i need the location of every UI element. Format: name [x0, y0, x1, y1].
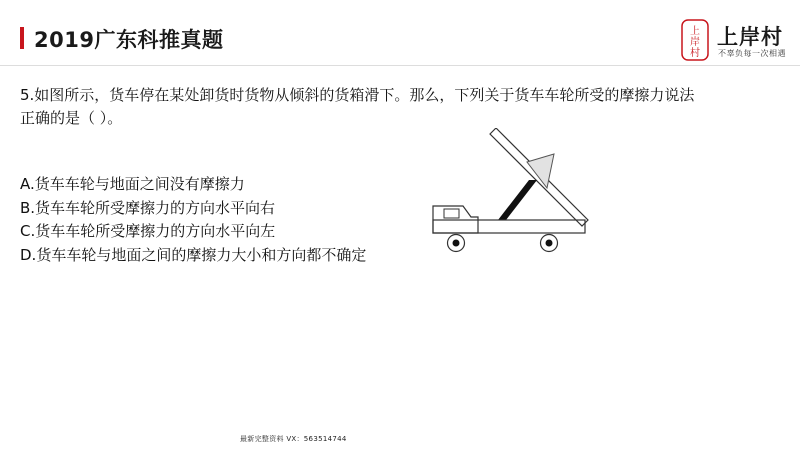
option-b: B.货车车轮所受摩擦力的方向水平向右 [20, 198, 276, 217]
option-a: A.货车车轮与地面之间没有摩擦力 [20, 175, 245, 193]
logo-slogan: 不辜负每一次相遇 [718, 49, 786, 58]
front-wheel-hub [453, 240, 460, 247]
header [0, 0, 800, 64]
brand-logo [681, 19, 791, 63]
truck-chassis [433, 220, 585, 233]
question-line-1: 5.如图所示，货车停在某处卸货时货物从倾斜的货箱滑下。那么，下列关于货车车轮所受的摩擦力说法 [20, 86, 695, 104]
footer-note: 最新完整资料 VX：563514744 [240, 435, 347, 443]
question-line-2: 正确的是（ ）。 [20, 109, 123, 127]
answer-options [20, 173, 366, 267]
logo-name: 上岸村 [717, 25, 783, 49]
hydraulic-arm [498, 180, 537, 220]
rear-wheel-hub [546, 240, 553, 247]
seal-char-1: 上 [690, 26, 700, 37]
question-stem [20, 84, 790, 130]
option-d: D.货车车轮与地面之间的摩擦力大小和方向都不确定 [20, 245, 367, 264]
seal-icon [681, 19, 709, 61]
dump-truck-diagram [430, 128, 590, 258]
seal-char-2: 岸 [690, 37, 700, 48]
header-divider [0, 65, 800, 66]
option-c: C.货车车轮所受摩擦力的方向水平向左 [20, 222, 276, 240]
cab-window [444, 209, 459, 218]
page-title: 2019广东科推真题 [34, 28, 224, 52]
seal-char-3: 村 [690, 48, 700, 59]
title-accent-bar [20, 27, 24, 49]
